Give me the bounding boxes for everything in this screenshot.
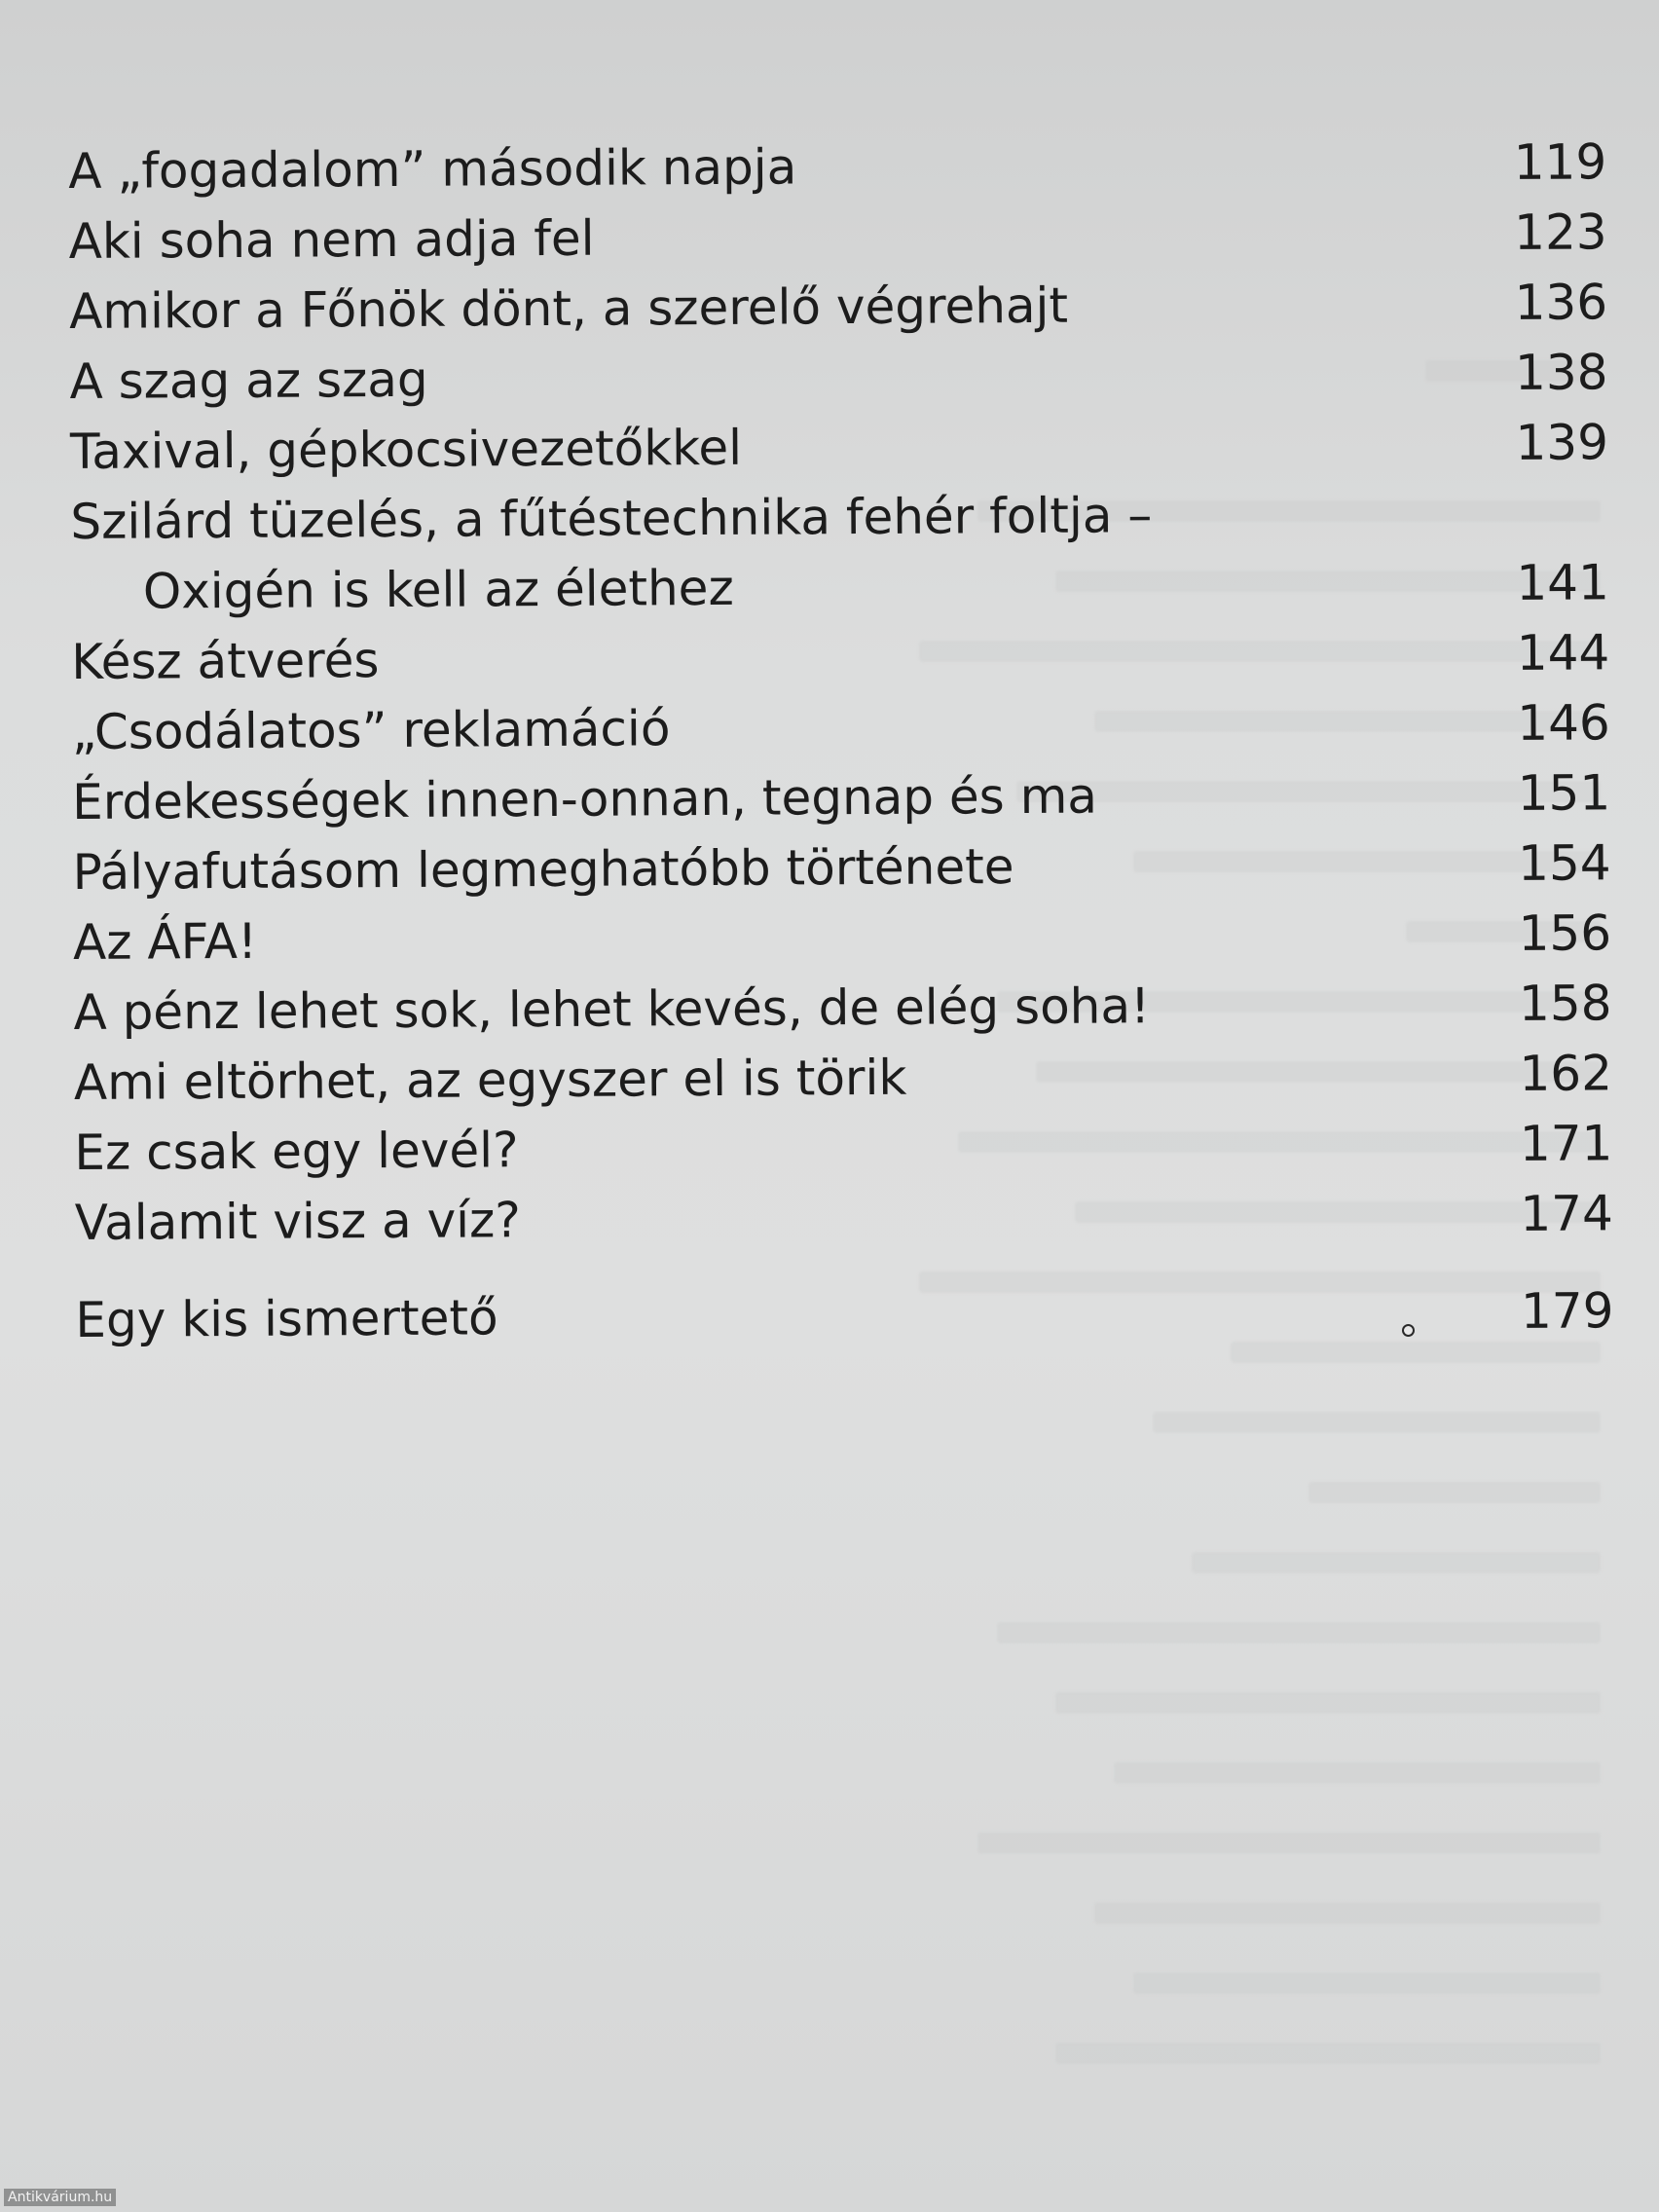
toc-entry-title-wrapper bbox=[70, 478, 1493, 627]
toc-entry-title: Ami eltörhet, az egyszer el is törik bbox=[73, 1049, 907, 1111]
toc-entry-title: Valamit visz a víz? bbox=[74, 1192, 522, 1251]
toc-entry-page: 139 bbox=[1515, 414, 1609, 471]
toc-entry-title: Érdekességek innen-onnan, tegnap és ma bbox=[72, 767, 1098, 830]
toc-entry-title: A „fogadalom” második napja bbox=[68, 138, 797, 200]
watermark: Antikvárium.hu bbox=[4, 2189, 116, 2206]
toc-entry-page: 174 bbox=[1520, 1185, 1613, 1242]
toc-entry-page: 171 bbox=[1519, 1115, 1613, 1172]
toc-entry bbox=[70, 407, 1608, 487]
toc-entry-page: 154 bbox=[1517, 834, 1611, 892]
toc-entry-title: Pályafutásom legmeghatóbb története bbox=[72, 838, 1014, 901]
toc-entry-page: 119 bbox=[1513, 133, 1607, 191]
toc-entry bbox=[69, 267, 1607, 347]
toc-entry-page: 146 bbox=[1517, 694, 1610, 752]
paper-speck bbox=[1402, 1324, 1415, 1337]
toc-entry-title: Ez csak egy levél? bbox=[74, 1122, 519, 1181]
toc-entry-page: 136 bbox=[1514, 274, 1608, 331]
toc-entry-title: Kész átverés bbox=[71, 632, 380, 690]
toc-entry-page: 162 bbox=[1519, 1045, 1613, 1102]
toc-entry bbox=[74, 1108, 1612, 1188]
toc-entry bbox=[75, 1275, 1613, 1355]
toc-entry-title: A pénz lehet sok, lehet kevés, de elég soha! bbox=[73, 977, 1151, 1041]
toc-entry bbox=[70, 477, 1609, 627]
toc-entry-title: Az ÁFA! bbox=[72, 912, 258, 971]
toc-entry bbox=[73, 898, 1611, 977]
toc-entry-title: Egy kis ismertető bbox=[75, 1289, 498, 1348]
toc-entry bbox=[75, 1178, 1613, 1258]
toc-entry-page: 144 bbox=[1516, 624, 1610, 682]
toc-entry bbox=[72, 757, 1610, 837]
toc-entry-title: Taxival, gépkocsivezetőkkel bbox=[69, 419, 743, 480]
toc-entry bbox=[71, 617, 1609, 697]
toc-entry bbox=[72, 828, 1610, 907]
table-of-contents bbox=[68, 127, 1614, 1355]
toc-entry bbox=[73, 968, 1611, 1048]
toc-entry-page: 141 bbox=[1516, 554, 1610, 611]
toc-entry bbox=[72, 687, 1610, 767]
toc-entry-page: 156 bbox=[1518, 904, 1612, 962]
toc-entry bbox=[68, 127, 1606, 206]
toc-entry bbox=[68, 197, 1606, 276]
toc-entry-page: 123 bbox=[1514, 203, 1607, 261]
toc-entry-title: Aki soha nem adja fel bbox=[68, 209, 595, 270]
toc-entry-page: 151 bbox=[1517, 764, 1611, 822]
toc-entry bbox=[69, 337, 1607, 417]
toc-entry-page: 138 bbox=[1514, 344, 1608, 401]
toc-entry-page: 158 bbox=[1518, 975, 1612, 1032]
toc-entry-title: „Csodálatos” reklamáció bbox=[71, 700, 671, 760]
toc-entry-title: Amikor a Főnök dönt, a szerelő végrehajt bbox=[68, 276, 1069, 340]
toc-entry-title: Szilárd tüzelés, a fűtéstechnika fehér foltja – bbox=[70, 487, 1153, 550]
toc-entry-title-continuation: Oxigén is kell az élethez bbox=[142, 559, 734, 620]
toc-entry bbox=[74, 1038, 1612, 1118]
toc-entry-page: 179 bbox=[1520, 1282, 1614, 1340]
toc-entry-title: A szag az szag bbox=[69, 350, 428, 410]
